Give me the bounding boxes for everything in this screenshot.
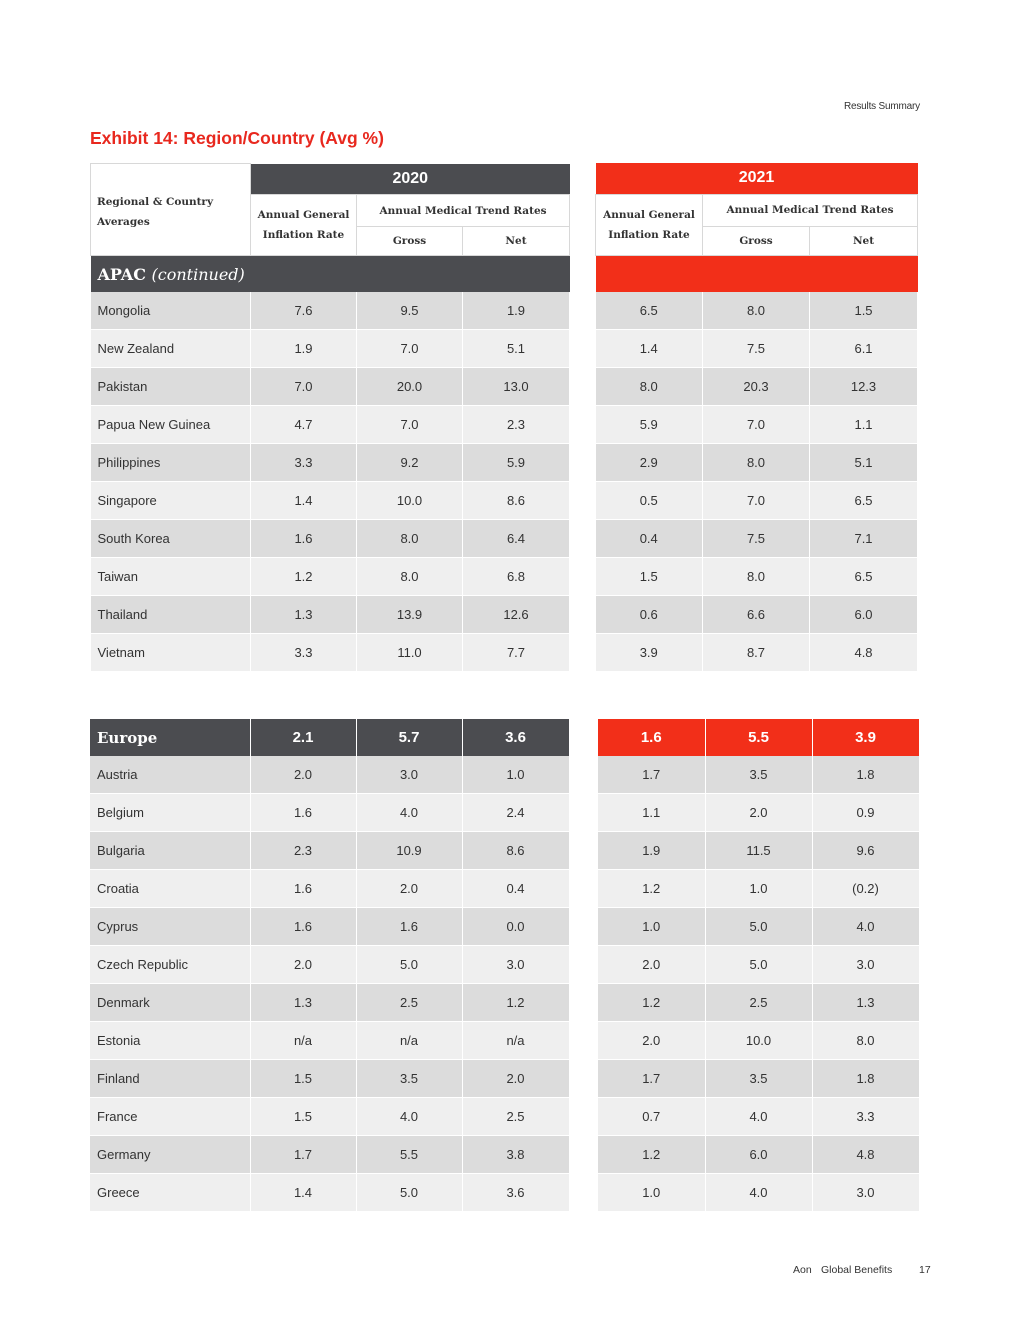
gross-rate-y2020: 10.9 — [356, 832, 462, 870]
europe-summary-gross-2020: 5.7 — [356, 719, 462, 756]
gross-rate-y2021: 1.0 — [705, 870, 812, 908]
table-row — [596, 405, 918, 443]
net-rate-y2021: 12.3 — [810, 367, 918, 405]
inflation-rate-y2021: 1.7 — [598, 756, 705, 794]
inflation-rate-y2020: 1.5 — [250, 1060, 356, 1098]
country-name: Singapore — [91, 482, 251, 520]
inflation-rate-y2020: 1.2 — [251, 558, 357, 596]
table-row — [90, 908, 569, 946]
net-rate-y2021: (0.2) — [812, 870, 919, 908]
country-name: Cyprus — [90, 908, 250, 946]
net-rate-y2020: 1.9 — [463, 292, 570, 330]
net-rate-y2021: 1.3 — [812, 984, 919, 1022]
inflation-rate-y2020: 2.3 — [250, 832, 356, 870]
inflation-rate-y2021: 2.9 — [596, 443, 703, 481]
inflation-rate-y2021: 1.0 — [598, 1174, 705, 1212]
gross-rate-y2021: 6.0 — [705, 1136, 812, 1174]
table-row — [91, 634, 570, 672]
year-2021-header: 2021 — [596, 163, 918, 194]
net-rate-y2021: 6.1 — [810, 329, 918, 367]
apac-region-band — [91, 256, 570, 293]
europe-summary-inflation-2020: 2.1 — [250, 719, 356, 756]
table-row — [598, 756, 919, 794]
gross-rate-y2021: 7.0 — [703, 481, 810, 519]
gross-rate-y2021: 5.0 — [705, 908, 812, 946]
country-name: Germany — [90, 1136, 250, 1174]
gross-rate-y2021: 8.7 — [703, 633, 810, 671]
country-name: Papua New Guinea — [91, 406, 251, 444]
inflation-rate-y2021: 1.0 — [598, 908, 705, 946]
inflation-rate-y2020: 3.3 — [251, 444, 357, 482]
inflation-rate-y2021: 1.5 — [596, 557, 703, 595]
inflation-rate-y2020: 1.4 — [251, 482, 357, 520]
table-row — [598, 1098, 919, 1136]
country-name: South Korea — [91, 520, 251, 558]
inflation-rate-y2020: 2.0 — [250, 756, 356, 794]
table-row — [90, 984, 569, 1022]
general-inflation-header: Annual General Inflation Rate — [251, 195, 357, 256]
table-row — [90, 1136, 569, 1174]
gross-rate-y2020: 2.5 — [356, 984, 462, 1022]
table-row — [596, 292, 918, 330]
table-row — [596, 519, 918, 557]
table-row — [596, 633, 918, 671]
gross-rate-y2021: 11.5 — [705, 832, 812, 870]
inflation-rate-y2021: 2.0 — [598, 1022, 705, 1060]
inflation-rate-y2020: 3.3 — [251, 634, 357, 672]
inflation-rate-y2020: 1.6 — [251, 520, 357, 558]
country-name: Belgium — [90, 794, 250, 832]
gross-rate-y2021: 4.0 — [705, 1174, 812, 1212]
gross-rate-y2020: 10.0 — [357, 482, 463, 520]
net-rate-y2021: 4.0 — [812, 908, 919, 946]
gross-rate-y2020: n/a — [356, 1022, 462, 1060]
table-row — [596, 595, 918, 633]
inflation-rate-y2021: 6.5 — [596, 292, 703, 330]
table-row — [598, 870, 919, 908]
continued-label: (continued) — [151, 264, 245, 284]
net-rate-y2021: 4.8 — [812, 1136, 919, 1174]
net-header: Net — [463, 227, 570, 256]
inflation-rate-y2020: 1.3 — [251, 596, 357, 634]
gross-rate-y2021: 8.0 — [703, 443, 810, 481]
net-rate-y2020: 1.0 — [462, 756, 569, 794]
table-row — [598, 908, 919, 946]
table-row — [90, 1174, 569, 1212]
table-row — [90, 832, 569, 870]
gross-header: Gross — [357, 227, 463, 256]
net-rate-y2021: 6.0 — [810, 595, 918, 633]
table-2021-europe — [598, 719, 920, 1212]
europe-summary-net-2020: 3.6 — [462, 719, 569, 756]
net-rate-y2020: 0.4 — [462, 870, 569, 908]
year-2020-header: 2020 — [251, 164, 570, 195]
gross-rate-y2021: 6.6 — [703, 595, 810, 633]
inflation-rate-y2021: 0.4 — [596, 519, 703, 557]
inflation-rate-y2020: 4.7 — [251, 406, 357, 444]
gross-rate-y2020: 4.0 — [356, 794, 462, 832]
apac-region-band-2021 — [596, 255, 918, 292]
net-rate-y2020: 2.4 — [462, 794, 569, 832]
table-row — [91, 406, 570, 444]
table-row — [596, 329, 918, 367]
table-2021-apac — [595, 163, 918, 672]
gross-rate-y2020: 8.0 — [357, 558, 463, 596]
table-row — [598, 946, 919, 984]
net-rate-y2020: 0.0 — [462, 908, 569, 946]
country-name: Greece — [90, 1174, 250, 1212]
gross-rate-y2021: 5.0 — [705, 946, 812, 984]
gross-rate-y2020: 13.9 — [357, 596, 463, 634]
gross-header-2021: Gross — [703, 226, 810, 255]
inflation-rate-y2020: n/a — [250, 1022, 356, 1060]
inflation-rate-y2021: 1.2 — [598, 870, 705, 908]
inflation-rate-y2021: 0.7 — [598, 1098, 705, 1136]
net-header-2021: Net — [810, 226, 918, 255]
gross-rate-y2020: 7.0 — [357, 330, 463, 368]
net-rate-y2020: 8.6 — [463, 482, 570, 520]
inflation-rate-y2021: 0.5 — [596, 481, 703, 519]
inflation-rate-y2020: 1.6 — [250, 794, 356, 832]
gross-rate-y2020: 11.0 — [357, 634, 463, 672]
section-label: Results Summary — [844, 101, 920, 112]
table-row — [596, 557, 918, 595]
inflation-rate-y2021: 1.2 — [598, 1136, 705, 1174]
gross-rate-y2020: 2.0 — [356, 870, 462, 908]
net-rate-y2020: 5.1 — [463, 330, 570, 368]
country-name: Denmark — [90, 984, 250, 1022]
net-rate-y2020: 7.7 — [463, 634, 570, 672]
table-row — [91, 482, 570, 520]
net-rate-y2021: 7.1 — [810, 519, 918, 557]
gross-rate-y2021: 8.0 — [703, 292, 810, 330]
gross-rate-y2021: 20.3 — [703, 367, 810, 405]
country-name: Estonia — [90, 1022, 250, 1060]
gross-rate-y2020: 5.5 — [356, 1136, 462, 1174]
inflation-rate-y2021: 1.9 — [598, 832, 705, 870]
table-row — [91, 520, 570, 558]
gross-rate-y2021: 3.5 — [705, 756, 812, 794]
table-2020-apac — [90, 163, 570, 672]
inflation-rate-y2021: 5.9 — [596, 405, 703, 443]
table-row — [598, 984, 919, 1022]
inflation-rate-y2021: 1.2 — [598, 984, 705, 1022]
net-rate-y2020: 3.0 — [462, 946, 569, 984]
table-row — [598, 1174, 919, 1212]
table-row — [91, 330, 570, 368]
net-rate-y2020: 5.9 — [463, 444, 570, 482]
table-row — [598, 1022, 919, 1060]
footer-page-number: 17 — [919, 1264, 931, 1276]
table-row — [90, 756, 569, 794]
country-name: Finland — [90, 1060, 250, 1098]
gross-rate-y2021: 7.5 — [703, 329, 810, 367]
table-row — [598, 1060, 919, 1098]
footer-publication: Global Benefits — [821, 1264, 893, 1276]
inflation-rate-y2021: 0.6 — [596, 595, 703, 633]
gross-rate-y2020: 9.5 — [357, 292, 463, 330]
country-name: Vietnam — [91, 634, 251, 672]
country-name: Thailand — [91, 596, 251, 634]
europe-summary-inflation-2021: 1.6 — [598, 719, 705, 756]
table-row — [90, 870, 569, 908]
gross-rate-y2021: 2.5 — [705, 984, 812, 1022]
inflation-rate-y2020: 1.7 — [250, 1136, 356, 1174]
table-row — [598, 1136, 919, 1174]
gross-rate-y2021: 3.5 — [705, 1060, 812, 1098]
country-name: Austria — [90, 756, 250, 794]
country-name: Croatia — [90, 870, 250, 908]
inflation-rate-y2020: 7.6 — [251, 292, 357, 330]
net-rate-y2021: 3.0 — [812, 1174, 919, 1212]
table-row — [91, 596, 570, 634]
net-rate-y2020: 8.6 — [462, 832, 569, 870]
country-name: Philippines — [91, 444, 251, 482]
apac-region-label: APAC — [97, 264, 146, 284]
net-rate-y2020: 2.3 — [463, 406, 570, 444]
table-row — [90, 794, 569, 832]
gross-rate-y2020: 4.0 — [356, 1098, 462, 1136]
table-row — [91, 558, 570, 596]
net-rate-y2020: 13.0 — [463, 368, 570, 406]
inflation-rate-y2021: 8.0 — [596, 367, 703, 405]
medical-trend-header-2021: Annual Medical Trend Rates — [703, 194, 918, 226]
regional-averages-header: Regional & Country Averages — [91, 164, 251, 256]
net-rate-y2020: 12.6 — [463, 596, 570, 634]
gross-rate-y2021: 4.0 — [705, 1098, 812, 1136]
table-row — [91, 292, 570, 330]
inflation-rate-y2021: 3.9 — [596, 633, 703, 671]
net-rate-y2021: 1.8 — [812, 756, 919, 794]
net-rate-y2020: 1.2 — [462, 984, 569, 1022]
inflation-rate-y2021: 2.0 — [598, 946, 705, 984]
country-name: Czech Republic — [90, 946, 250, 984]
inflation-rate-y2021: 1.7 — [598, 1060, 705, 1098]
net-rate-y2021: 6.5 — [810, 557, 918, 595]
inflation-rate-y2020: 1.6 — [250, 908, 356, 946]
medical-trend-header: Annual Medical Trend Rates — [357, 195, 570, 227]
gross-rate-y2020: 20.0 — [357, 368, 463, 406]
country-name: France — [90, 1098, 250, 1136]
general-inflation-header-2021: Annual General Inflation Rate — [596, 194, 703, 255]
footer-brand: Aon — [793, 1264, 812, 1276]
gross-rate-y2020: 5.0 — [356, 946, 462, 984]
inflation-rate-y2020: 1.5 — [250, 1098, 356, 1136]
table-row — [596, 367, 918, 405]
gross-rate-y2020: 5.0 — [356, 1174, 462, 1212]
table-row — [596, 443, 918, 481]
table-row — [598, 794, 919, 832]
gross-rate-y2020: 9.2 — [357, 444, 463, 482]
gross-rate-y2020: 8.0 — [357, 520, 463, 558]
gross-rate-y2021: 7.5 — [703, 519, 810, 557]
table-row — [90, 1098, 569, 1136]
net-rate-y2021: 9.6 — [812, 832, 919, 870]
country-name: Taiwan — [91, 558, 251, 596]
table-2020-europe — [90, 719, 570, 1212]
net-rate-y2020: n/a — [462, 1022, 569, 1060]
gross-rate-y2020: 7.0 — [357, 406, 463, 444]
table-row — [90, 1060, 569, 1098]
table-row — [91, 444, 570, 482]
europe-summary-net-2021: 3.9 — [812, 719, 919, 756]
inflation-rate-y2020: 7.0 — [251, 368, 357, 406]
gross-rate-y2020: 3.5 — [356, 1060, 462, 1098]
europe-region-label: Europe — [90, 719, 250, 756]
gross-rate-y2021: 2.0 — [705, 794, 812, 832]
net-rate-y2021: 5.1 — [810, 443, 918, 481]
net-rate-y2021: 3.0 — [812, 946, 919, 984]
net-rate-y2021: 4.8 — [810, 633, 918, 671]
inflation-rate-y2020: 2.0 — [250, 946, 356, 984]
net-rate-y2020: 3.8 — [462, 1136, 569, 1174]
country-name: Mongolia — [91, 292, 251, 330]
net-rate-y2021: 3.3 — [812, 1098, 919, 1136]
net-rate-y2021: 1.8 — [812, 1060, 919, 1098]
table-row — [598, 832, 919, 870]
inflation-rate-y2020: 1.9 — [251, 330, 357, 368]
net-rate-y2020: 6.8 — [463, 558, 570, 596]
net-rate-y2020: 6.4 — [463, 520, 570, 558]
table-row — [91, 368, 570, 406]
gross-rate-y2020: 1.6 — [356, 908, 462, 946]
net-rate-y2021: 1.1 — [810, 405, 918, 443]
net-rate-y2020: 3.6 — [462, 1174, 569, 1212]
table-row — [90, 946, 569, 984]
gross-rate-y2021: 7.0 — [703, 405, 810, 443]
net-rate-y2020: 2.0 — [462, 1060, 569, 1098]
net-rate-y2020: 2.5 — [462, 1098, 569, 1136]
exhibit-title: Exhibit 14: Region/Country (Avg %) — [90, 128, 384, 148]
net-rate-y2021: 0.9 — [812, 794, 919, 832]
europe-summary-gross-2021: 5.5 — [705, 719, 812, 756]
country-name: New Zealand — [91, 330, 251, 368]
inflation-rate-y2020: 1.3 — [250, 984, 356, 1022]
table-row — [90, 1022, 569, 1060]
gross-rate-y2021: 8.0 — [703, 557, 810, 595]
gross-rate-y2021: 10.0 — [705, 1022, 812, 1060]
country-name: Pakistan — [91, 368, 251, 406]
net-rate-y2021: 1.5 — [810, 292, 918, 330]
country-name: Bulgaria — [90, 832, 250, 870]
net-rate-y2021: 6.5 — [810, 481, 918, 519]
inflation-rate-y2021: 1.1 — [598, 794, 705, 832]
inflation-rate-y2020: 1.4 — [250, 1174, 356, 1212]
net-rate-y2021: 8.0 — [812, 1022, 919, 1060]
inflation-rate-y2021: 1.4 — [596, 329, 703, 367]
gross-rate-y2020: 3.0 — [356, 756, 462, 794]
inflation-rate-y2020: 1.6 — [250, 870, 356, 908]
table-row — [596, 481, 918, 519]
